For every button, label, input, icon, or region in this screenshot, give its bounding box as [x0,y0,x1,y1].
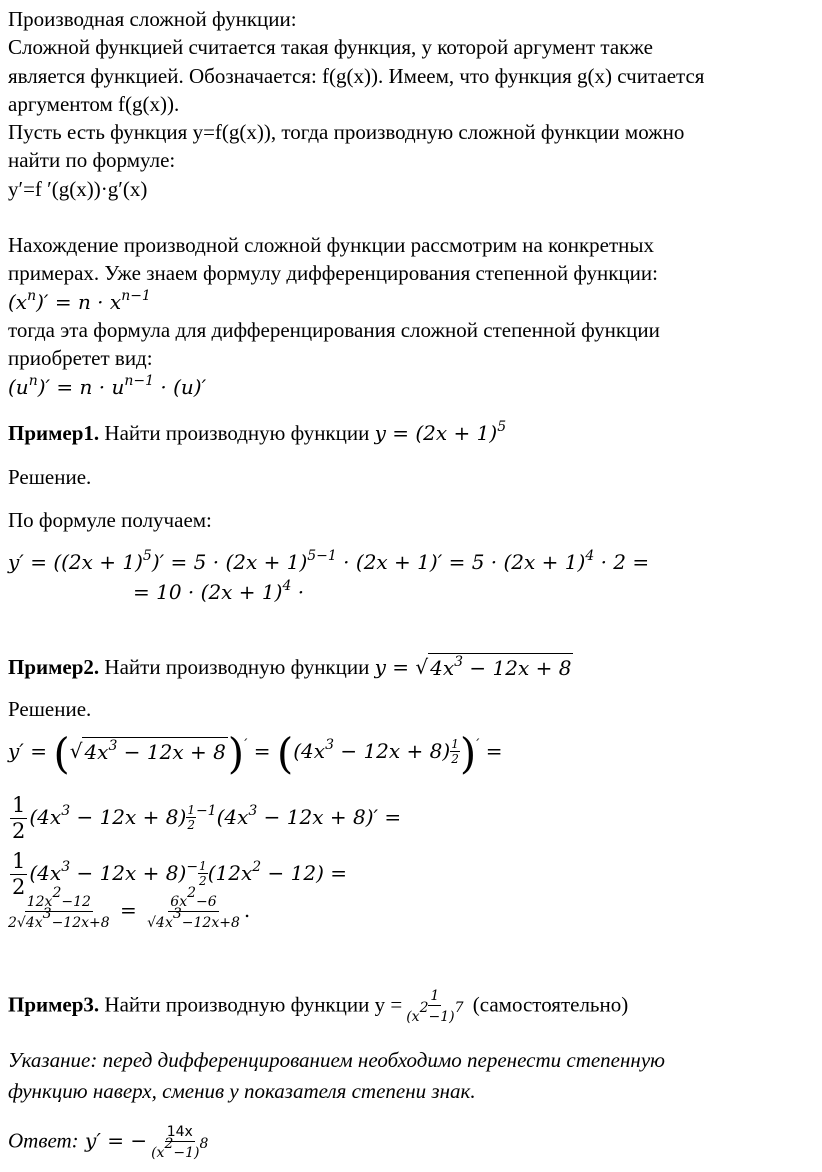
composite-power-formula: $(u^n)' = n \cdot u^{n-1} \cdot (u)'$ [8,373,207,399]
answer: Ответ: y′ = − $\frac{14x}{(x^2-1)^8}$ [8,1124,209,1161]
example2-solution-label: Решение. [8,697,92,721]
exponent-half-minus-one: $\frac{1}{2}$ [187,803,195,832]
result-fraction-2: $\frac{6x^2-6}{√4x^3-12x+8}$ [147,885,240,931]
example2-result: $\frac{12x^2-12}{2√4x^3-12x+8}$ = $\frac{6x^2-6}{√4x^3-12x+8}$ . [8,885,251,931]
power-line-2: примерах. Уже знаем формулу дифференцирования степенной функции: [8,261,658,285]
example2-step-2: $\frac{1}{2}$ $(4x^3 - 12x + 8)$ $\frac{1}{2}$ $^{-1}(4x^3 - 12x + 8)'$ = [12,793,402,843]
example2-step-3: $\frac{1}{2}$ $(4x^3 - 12x + 8)^-$ $\frac{1}{2}$ $(12x^2 - 12)$ = [12,849,347,899]
chain-rule-formula: y′=f ′(g(x))·g′(x) [8,177,148,201]
sqrt-sign: √ $4x^3 - 12x + 8$ [415,654,572,680]
power-formula: $(x^n)' = n \cdot x^{n-1}$ [8,288,151,314]
half-fraction: $\frac{1}{2}$ [12,849,26,899]
example3-statement: Пример3. Найти производную функции у = $\frac{1}{(x^2-1)^7}$ (самостоятельно) [8,988,629,1025]
intro-line-3: аргументом f(g(x)). [8,92,180,116]
hint-line-2: функцию наверх, сменив у показателя степени знак. [8,1079,476,1103]
power-line-3: тогда эта формула для дифференцирования сложной степенной функции [8,318,660,342]
example1-solution-label: Решение. [8,465,92,489]
exponent-half: $\frac{1}{2}$ [451,737,459,766]
intro-line-1: Сложной функцией считается такая функция, у которой аргумент также [8,35,653,59]
example3-fraction: $\frac{1}{(x^2-1)^7}$ [406,988,464,1025]
example1-function: $y = (2x + 1)^5$ [374,419,507,445]
power-line-4: приобретет вид: [8,346,153,370]
intro-line-2: является функцией. Обозначается: f(g(x)). Имеем, что функция g(x) считается [8,64,705,88]
example2-step-1: y′ = ( √ $4x^3 - 12x + 8$ )$' = ((4x^3 - 12x + 8)$ $\frac{1}{2}$ )′ = [8,729,503,778]
half-fraction: $\frac{1}{2}$ [12,793,26,843]
sqrt-sign: √ $4x^3 - 12x + 8$ [69,738,226,764]
result-fraction-1: $\frac{12x^2-12}{2√4x^3-12x+8}$ [8,885,110,931]
example1-step-2: = $10 \cdot (2x + 1)^4$ · [133,578,305,604]
example2-statement: Пример2. Найти производную функции y = √ $4x^3 - 12x + 8$ [8,654,572,680]
hint-line-1: Указание: перед дифференцированием необходимо перенести степенную [8,1048,665,1072]
example1-by-formula: По формуле получаем: [8,508,212,532]
answer-fraction: $\frac{14x}{(x^2-1)^8}$ [151,1124,209,1161]
power-line-1: Нахождение производной сложной функции рассмотрим на конкретных [8,233,654,257]
example1-statement: Пример1. Найти производную функции $y = (2x + 1)^5$ [8,419,507,445]
intro-line-5: найти по формуле: [8,148,176,172]
exponent-minus-half: $\frac{1}{2}$ [199,859,207,888]
example1-step-1: $y' = ((2x + 1)^5)' = 5 \cdot (2x + 1)^{5-1} \cdot (2x + 1)' = 5 \cdot (2x + 1)^4 \cdot 2$ = [8,548,650,574]
example2-function: y = √ $4x^3 - 12x + 8$ [374,654,572,680]
heading: Производная сложной функции: [8,7,297,31]
intro-line-4: Пусть есть функция y=f(g(x)), тогда производную сложной функции можно [8,120,685,144]
